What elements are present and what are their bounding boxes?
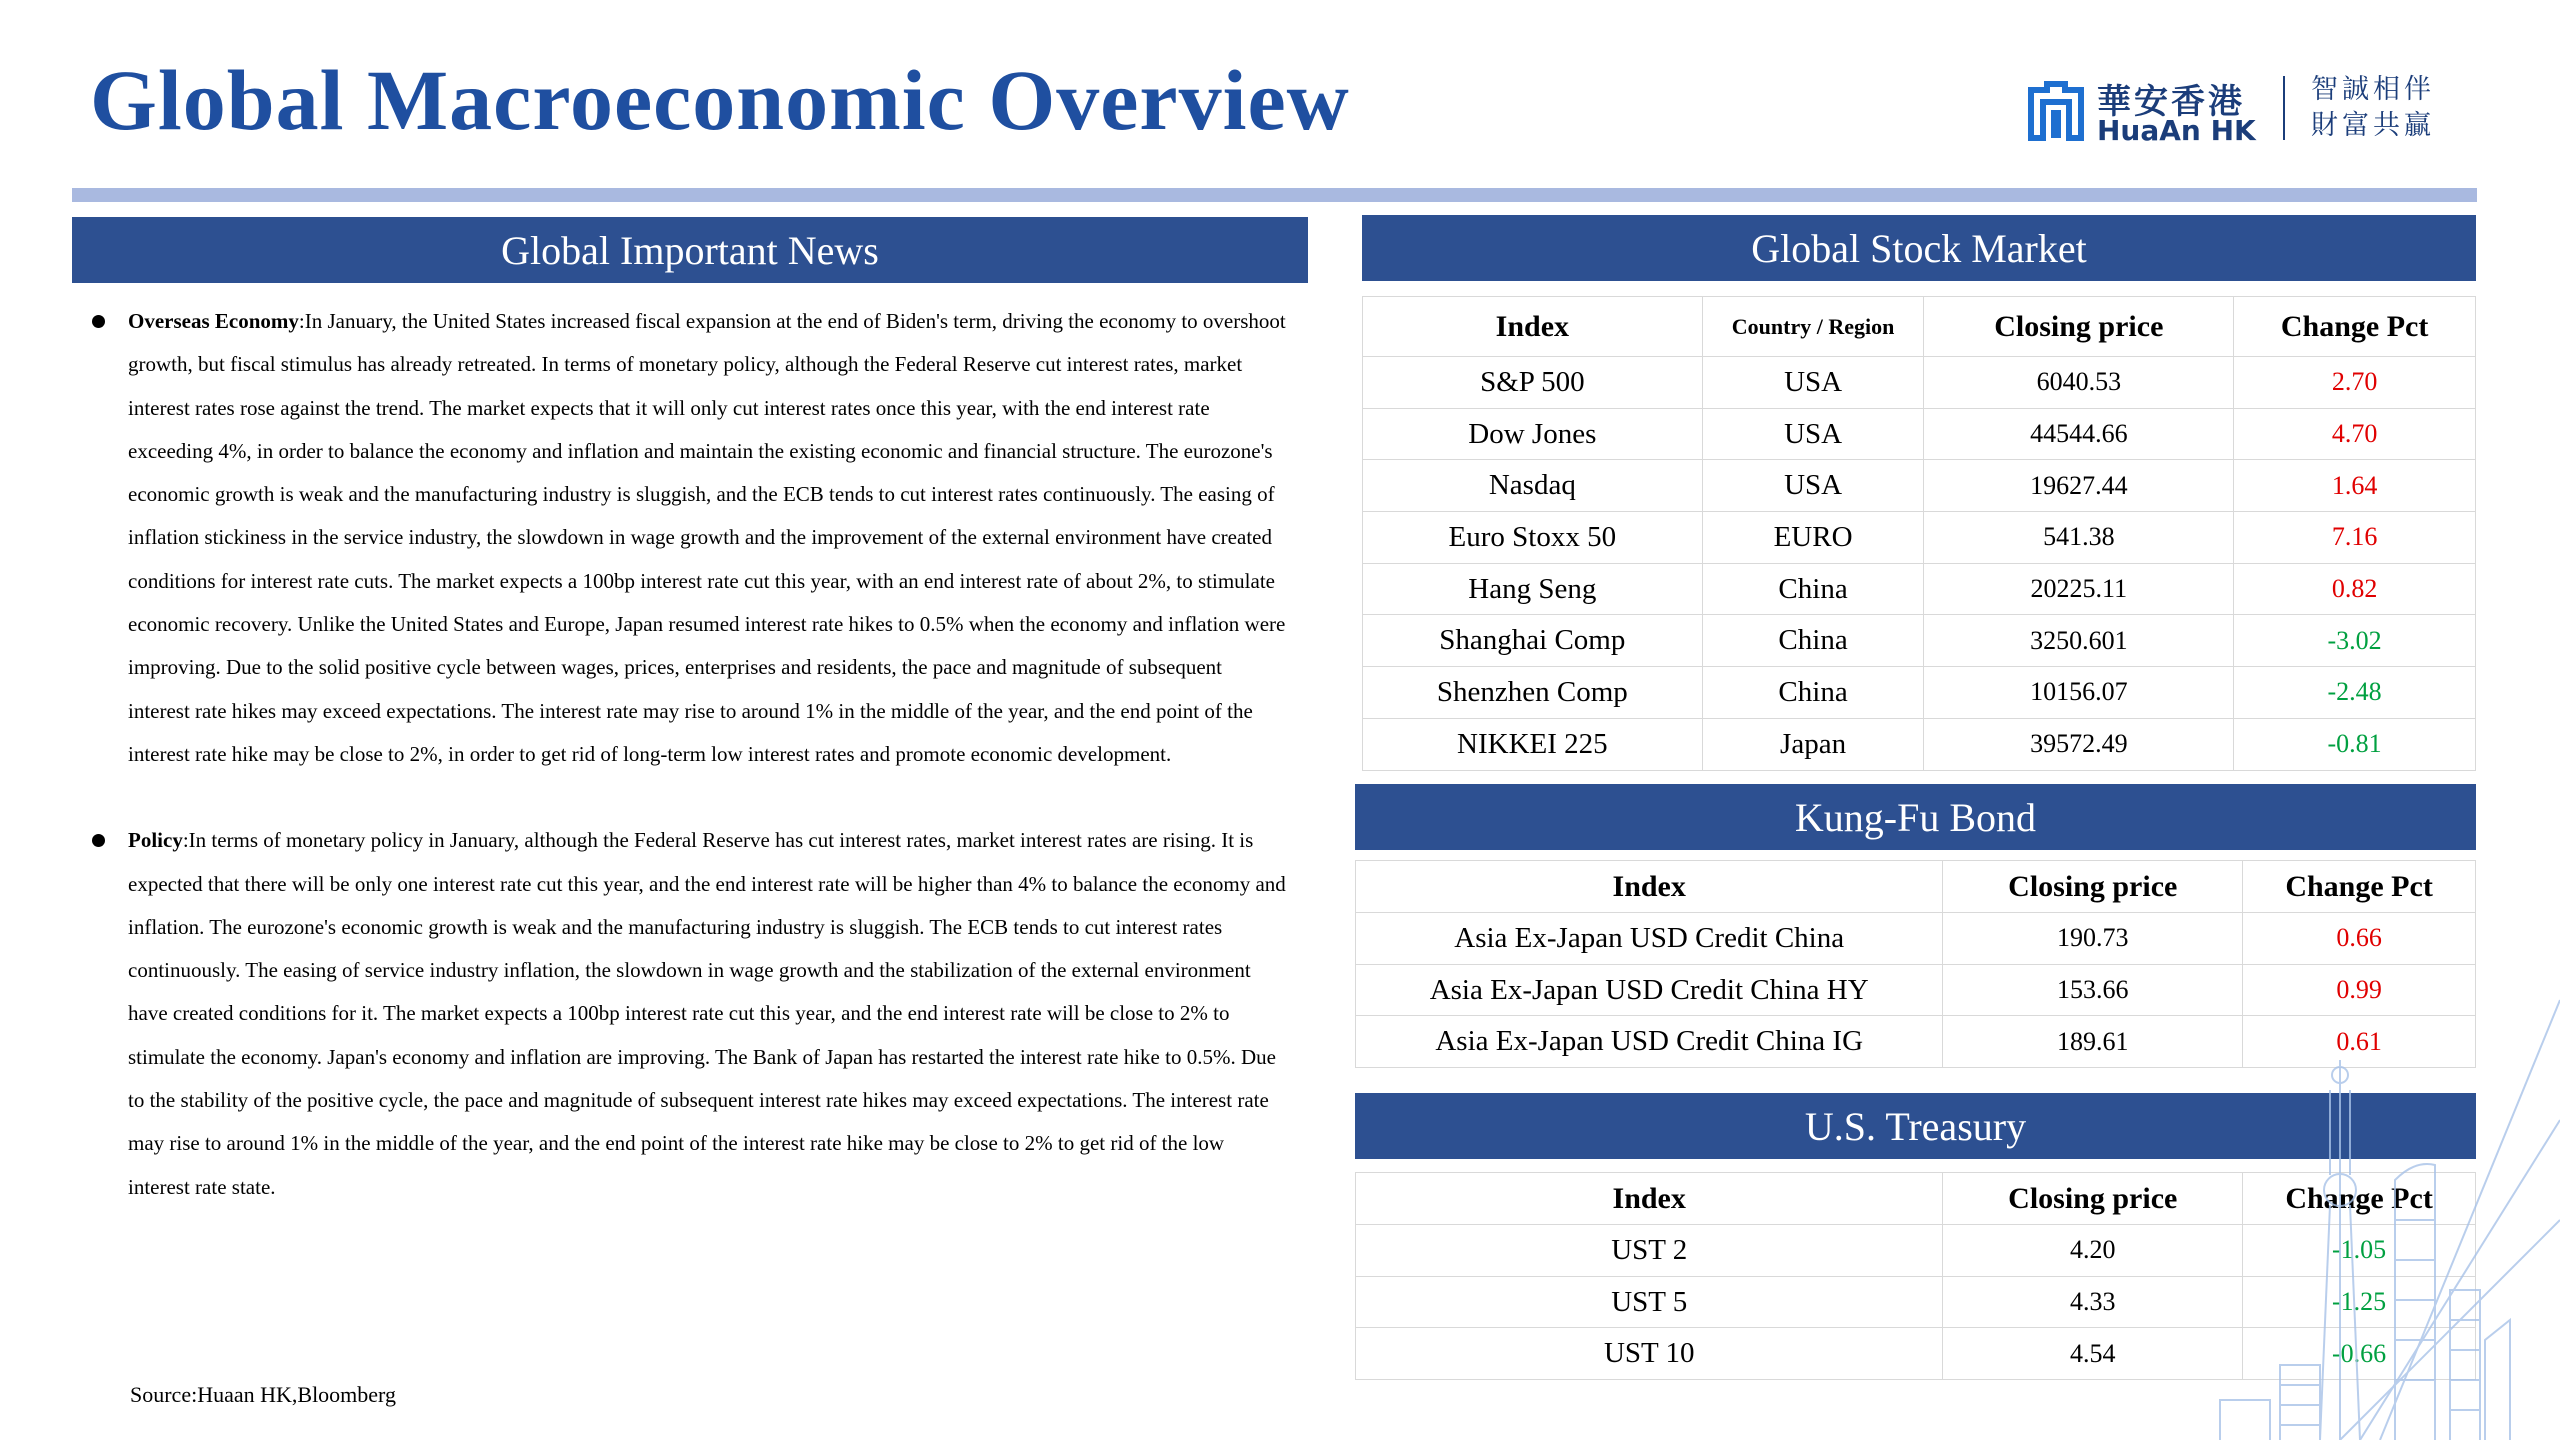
top-divider-bar bbox=[72, 188, 2477, 202]
news-item-label: Overseas Economy bbox=[128, 309, 299, 333]
bond-header: Kung-Fu Bond bbox=[1355, 784, 2476, 850]
slogan-line-2: 財富共贏 bbox=[2311, 110, 2435, 141]
cell-close: 4.33 bbox=[1943, 1276, 2243, 1328]
cell-index: Shenzhen Comp bbox=[1363, 667, 1703, 719]
cell-close: 19627.44 bbox=[1924, 460, 2234, 512]
stock-header: Global Stock Market bbox=[1362, 215, 2476, 281]
table-row bbox=[1363, 460, 2476, 512]
cell-index: Nasdaq bbox=[1363, 460, 1703, 512]
col-index: Index bbox=[1356, 861, 1943, 913]
cell-close: 10156.07 bbox=[1924, 667, 2234, 719]
bullet-icon bbox=[92, 834, 105, 847]
cell-index: Asia Ex-Japan USD Credit China IG bbox=[1356, 1016, 1943, 1068]
cell-close: 190.73 bbox=[1943, 913, 2243, 965]
table-row bbox=[1363, 512, 2476, 564]
table-row bbox=[1363, 667, 2476, 719]
cell-close: 189.61 bbox=[1943, 1016, 2243, 1068]
cell-region: USA bbox=[1702, 408, 1924, 460]
city-skyline-decoration-icon bbox=[2180, 960, 2560, 1440]
cell-change: 0.82 bbox=[2234, 563, 2476, 615]
table-row bbox=[1363, 615, 2476, 667]
cell-index: S&P 500 bbox=[1363, 357, 1703, 409]
cell-index: Dow Jones bbox=[1363, 408, 1703, 460]
col-index: Index bbox=[1363, 297, 1703, 357]
col-close: Closing price bbox=[1943, 1173, 2243, 1225]
table-row bbox=[1356, 913, 2476, 965]
news-header: Global Important News bbox=[72, 217, 1308, 283]
table-row bbox=[1363, 357, 2476, 409]
stock-table bbox=[1362, 296, 2476, 771]
col-change: Change Pct bbox=[2243, 861, 2476, 913]
brand-logo bbox=[2025, 72, 2445, 147]
cell-index: Euro Stoxx 50 bbox=[1363, 512, 1703, 564]
brand-divider bbox=[2283, 76, 2285, 140]
cell-index: Hang Seng bbox=[1363, 563, 1703, 615]
bullet-icon bbox=[92, 315, 105, 328]
table-row bbox=[1363, 563, 2476, 615]
cell-region: Japan bbox=[1702, 718, 1924, 770]
cell-region: China bbox=[1702, 563, 1924, 615]
cell-close: 39572.49 bbox=[1924, 718, 2234, 770]
cell-change: -0.81 bbox=[2234, 718, 2476, 770]
cell-change: 1.64 bbox=[2234, 460, 2476, 512]
huaan-logo-icon bbox=[2025, 80, 2087, 142]
page-title: Global Macroeconomic Overview bbox=[90, 52, 1350, 148]
cell-region: EURO bbox=[1702, 512, 1924, 564]
news-item-text: :In January, the United States increased fiscal expansion at the end of Biden's term, driving the economy to overshoot growth, but fiscal stimulus has already retreated. In terms of monetary policy, although the Federal Reserve cut interest rates, market interest rates rose against the trend. The market expects that it will only cut interest rates once this year, with the end interest rate exceeding 4%, in order to balance the economy and inflation and maintain the existing economic and financial structure. The eurozone's economic growth is weak and the manufacturing industry is sluggish, and the ECB tends to cut interest rates continuously. The easing of inflation stickiness in the service industry, the slowdown in wage growth and the improvement of the external environment have created conditions for interest rate cuts. The market expects a 100bp interest rate cut this year, with an end interest rate of about 2%, to stimulate economic recovery. Unlike the United States and Europe, Japan resumed interest rate hikes to 0.5% when the economy and inflation were improving. Due to the solid positive cycle between wages, prices, enterprises and residents, the pace and magnitude of subsequent interest rate hikes may exceed expectations. The interest rate may rise to around 1% in the middle of the year, and the end point of the interest rate hike may be close to 2%, in order to get rid of long-term low interest rates and promote economic development. bbox=[128, 309, 1286, 766]
cell-change: 0.99 bbox=[2243, 964, 2476, 1016]
cell-index: Asia Ex-Japan USD Credit China bbox=[1356, 913, 1943, 965]
cell-change: 7.16 bbox=[2234, 512, 2476, 564]
cell-close: 6040.53 bbox=[1924, 357, 2234, 409]
cell-change: -1.25 bbox=[2243, 1276, 2476, 1328]
news-item-policy bbox=[88, 819, 1288, 1209]
brand-slogan bbox=[2311, 72, 2435, 144]
cell-close: 153.66 bbox=[1943, 964, 2243, 1016]
cell-change: -0.66 bbox=[2243, 1328, 2476, 1380]
news-list bbox=[88, 300, 1288, 1252]
cell-index: NIKKEI 225 bbox=[1363, 718, 1703, 770]
cell-region: China bbox=[1702, 667, 1924, 719]
col-close: Closing price bbox=[1924, 297, 2234, 357]
col-close: Closing price bbox=[1943, 861, 2243, 913]
news-item-label: Policy bbox=[128, 828, 183, 853]
news-item-overseas-economy bbox=[88, 300, 1288, 776]
bond-table-header-row bbox=[1356, 861, 2476, 913]
table-row bbox=[1363, 408, 2476, 460]
treasury-header: U.S. Treasury bbox=[1355, 1093, 2476, 1159]
cell-close: 44544.66 bbox=[1924, 408, 2234, 460]
col-index: Index bbox=[1356, 1173, 1943, 1225]
col-change: Change Pct bbox=[2243, 1173, 2476, 1225]
cell-change: 0.66 bbox=[2243, 913, 2476, 965]
cell-change: -1.05 bbox=[2243, 1225, 2476, 1277]
cell-region: USA bbox=[1702, 460, 1924, 512]
cell-index: UST 5 bbox=[1356, 1276, 1943, 1328]
cell-index: Shanghai Comp bbox=[1363, 615, 1703, 667]
col-region: Country / Region bbox=[1702, 297, 1924, 357]
cell-change: 0.61 bbox=[2243, 1016, 2476, 1068]
cell-change: -2.48 bbox=[2234, 667, 2476, 719]
cell-change: 2.70 bbox=[2234, 357, 2476, 409]
news-item-text: :In terms of monetary policy in January, although the Federal Reserve has cut interest rates, market interest rates are rising. It is expected that there will be only one interest rate cut this year, and the end interest rate will be higher than 4% to balance the economy and inflation. The eurozone's economic growth is weak and the manufacturing industry is sluggish. The ECB tends to cut interest rates continuously. The easing of service industry inflation, the slowdown in wage growth and the stabilization of the external environment have created conditions for it. The market expects a 100bp interest rate cut this year, and the end interest rate will be close to 2% to stimulate the economy. Japan's economy and inflation are improving. The Bank of Japan has restarted the interest rate hike to 0.5%. Due to the stability of the positive cycle, the pace and magnitude of subsequent interest rate hikes may exceed expectations. The interest rate may rise to around 1% in the middle of the year, and the end point of the interest rate hike may be close to 2% to get rid of the low interest rate state. bbox=[128, 828, 1286, 1199]
stock-table-body bbox=[1363, 357, 2476, 771]
cell-index: UST 10 bbox=[1356, 1328, 1943, 1380]
table-row bbox=[1363, 718, 2476, 770]
cell-close: 4.54 bbox=[1943, 1328, 2243, 1380]
cell-change: 4.70 bbox=[2234, 408, 2476, 460]
cell-index: Asia Ex-Japan USD Credit China HY bbox=[1356, 964, 1943, 1016]
cell-close: 541.38 bbox=[1924, 512, 2234, 564]
stock-table-header-row bbox=[1363, 297, 2476, 357]
brand-name-cn: 華安香港 bbox=[2097, 82, 2245, 122]
cell-close: 3250.601 bbox=[1924, 615, 2234, 667]
source-note: Source:Huaan HK,Bloomberg bbox=[130, 1382, 396, 1407]
cell-close: 20225.11 bbox=[1924, 563, 2234, 615]
cell-change: -3.02 bbox=[2234, 615, 2476, 667]
slogan-line-1: 智誠相伴 bbox=[2311, 74, 2435, 105]
col-change: Change Pct bbox=[2234, 297, 2476, 357]
cell-region: China bbox=[1702, 615, 1924, 667]
brand-name-en: HuaAn HK bbox=[2097, 114, 2256, 147]
cell-region: USA bbox=[1702, 357, 1924, 409]
cell-index: UST 2 bbox=[1356, 1225, 1943, 1277]
cell-close: 4.20 bbox=[1943, 1225, 2243, 1277]
